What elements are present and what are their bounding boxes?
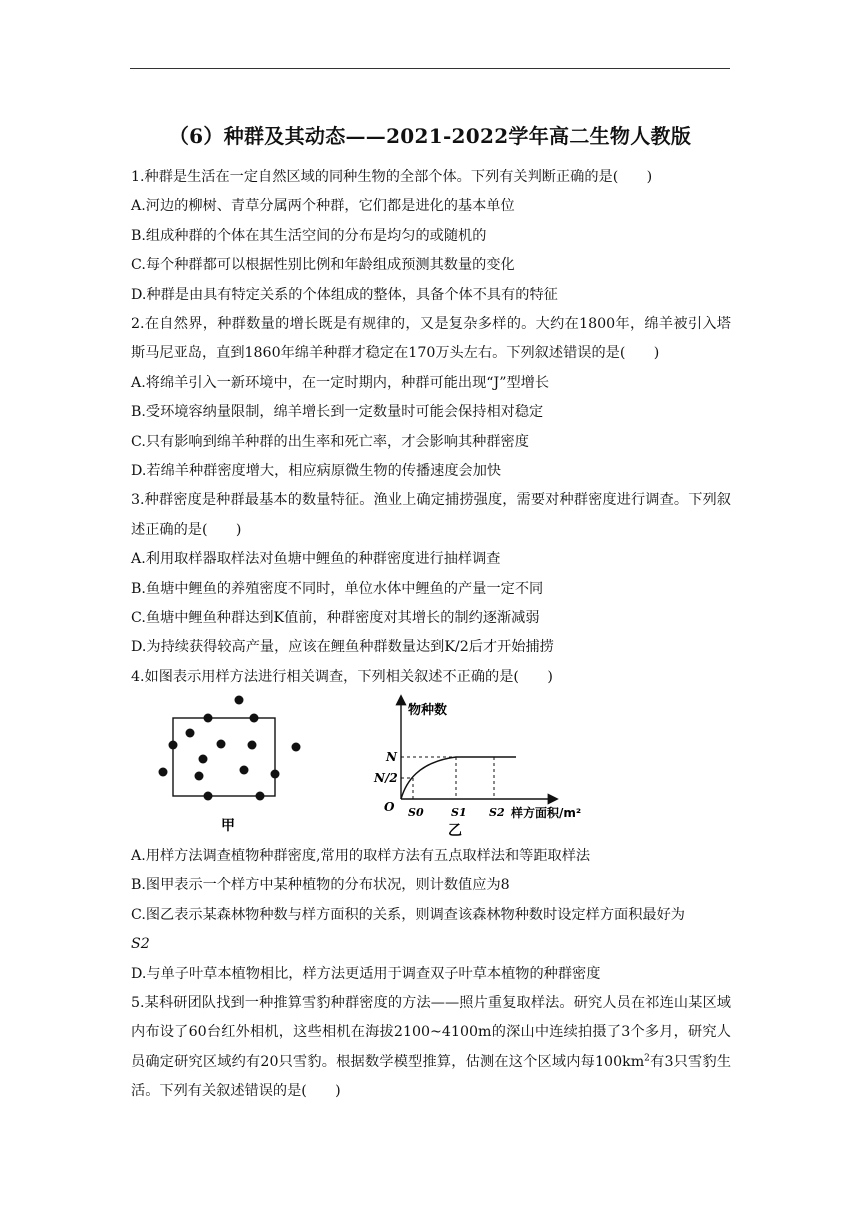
plant-dot (250, 714, 259, 723)
page-title: （6）种群及其动态——2021-2022学年高二生物人教版 (168, 124, 692, 148)
x-tick-s2: S2 (489, 806, 505, 820)
q2-option-b: B.受环境容纳量限制，绵羊增长到一定数量时可能会保持相对稳定 (131, 404, 544, 421)
fig-jia-label: 甲 (221, 818, 235, 835)
plant-dot (235, 696, 244, 705)
q2-option-c: C.只有影响到绵羊种群的出生率和死亡率，才会影响其种群密度 (131, 433, 529, 450)
x-axis-label: 样方面积/m² (511, 806, 582, 821)
plant-dot (199, 755, 208, 764)
q1-option-c: C.每个种群都可以根据性别比例和年龄组成预测其数量的变化 (131, 257, 515, 274)
y-tick-N-half: N/2 (374, 771, 398, 786)
q3-option-a: A.利用取样器取样法对鱼塘中鲤鱼的种群密度进行抽样调查 (131, 551, 501, 568)
q4-option-c: C.图乙表示某森林物种数与样方面积的关系，则调查该森林物种数时设定样方面积最好为 (131, 906, 685, 923)
y-tick-N: N (386, 750, 397, 765)
plant-dot (240, 766, 249, 775)
plant-dot (292, 743, 301, 752)
q4-option-c-cont: S2 (131, 936, 150, 953)
q2-option-a: A.将绵羊引入一新环境中，在一定时期内，种群可能出现“J”型增长 (131, 374, 550, 391)
document-body (131, 163, 731, 1107)
q4-option-a: A.用样方法调查植物种群密度,常用的取样方法有五点取样法和等距取样法 (131, 848, 591, 865)
plant-dot (217, 740, 226, 749)
plant-dot (271, 770, 280, 779)
plant-dot (204, 714, 213, 723)
q5-stem-b: 有3只雪豹生活。下列有关叙述错误的是( ) (131, 1053, 732, 1100)
q4-figures (131, 692, 731, 842)
q4-stem: 4.如图表示用样方法进行相关调查，下列相关叙述不正确的是( ) (131, 668, 553, 685)
q1-option-d: D.种群是由具有特定关系的个体组成的整体，具备个体不具有的特征 (131, 286, 558, 303)
q3-option-c: C.鱼塘中鲤鱼种群达到K值前，种群密度对其增长的制约逐渐减弱 (131, 609, 540, 626)
figure-jia-quadrat (151, 692, 311, 842)
q3-option-d: D.为持续获得较高产量，应该在鲤鱼种群数量达到K/2后才开始捕捞 (131, 639, 554, 656)
q1-stem: 1.种群是生活在一定自然区域的同种生物的全部个体。下列有关判断正确的是( ) (131, 169, 653, 185)
q3-stem: 3.种群密度是种群最基本的数量特征。渔业上确定捕捞强度，需要对种群密度进行调查。下列叙述正确的是( ) (131, 492, 731, 538)
q5-stem-sup: 2 (644, 1053, 650, 1064)
fig-yi-label: 乙 (448, 823, 462, 840)
y-axis-label: 物种数 (408, 703, 448, 719)
plant-dot (248, 741, 257, 750)
x-tick-s1: S1 (451, 806, 467, 820)
q4-option-b: B.图甲表示一个样方中某种植物的分布状况，则计数值应为8 (131, 877, 510, 894)
q2-option-d: D.若绵羊种群密度增大，相应病原微生物的传播速度会加快 (131, 462, 502, 479)
q4-option-d: D.与单子叶草本植物相比，样方法更适用于调查双子叶草本植物的种群密度 (131, 965, 601, 982)
figure-yi-chart (356, 692, 606, 842)
x-tick-s0: S0 (408, 806, 424, 820)
q2-stem: 2.在自然界，种群数量的增长既是有规律的，又是复杂多样的。大约在1800年，绵羊被引入塔斯马尼亚岛，直到1860年绵羊种群才稳定在170万头左右。下列叙述错误的是( ) (131, 315, 731, 362)
q1-option-a: A.河边的柳树、青草分属两个种群，它们都是进化的基本单位 (131, 198, 515, 215)
plant-dot (186, 729, 195, 738)
q5-stem-a: 5.某科研团队找到一种推算雪豹种群密度的方法——照片重复取样法。研究人员在祁连山某区域内布设了60台红外相机，这些相机在海拔2100~4100m的深山中连续拍摄了3个多月，研究人员确定研究区域约有20只雪豹。根据数学模型推算，估测在这个区域内每100km (131, 995, 731, 1070)
plant-dot (169, 741, 178, 750)
q1-option-b: B.组成种群的个体在其生活空间的分布是均匀的或随机的 (131, 227, 487, 244)
origin-label: O (384, 800, 395, 815)
plant-dot (195, 772, 204, 781)
header-rule (130, 68, 730, 69)
plant-dot (159, 768, 168, 777)
q5-stem (131, 989, 731, 1107)
plant-dot (256, 792, 265, 801)
species-curve (401, 757, 516, 799)
q3-option-b: B.鱼塘中鲤鱼的养殖密度不同时，单位水体中鲤鱼的产量一定不同 (131, 580, 544, 597)
plant-dot (204, 792, 213, 801)
